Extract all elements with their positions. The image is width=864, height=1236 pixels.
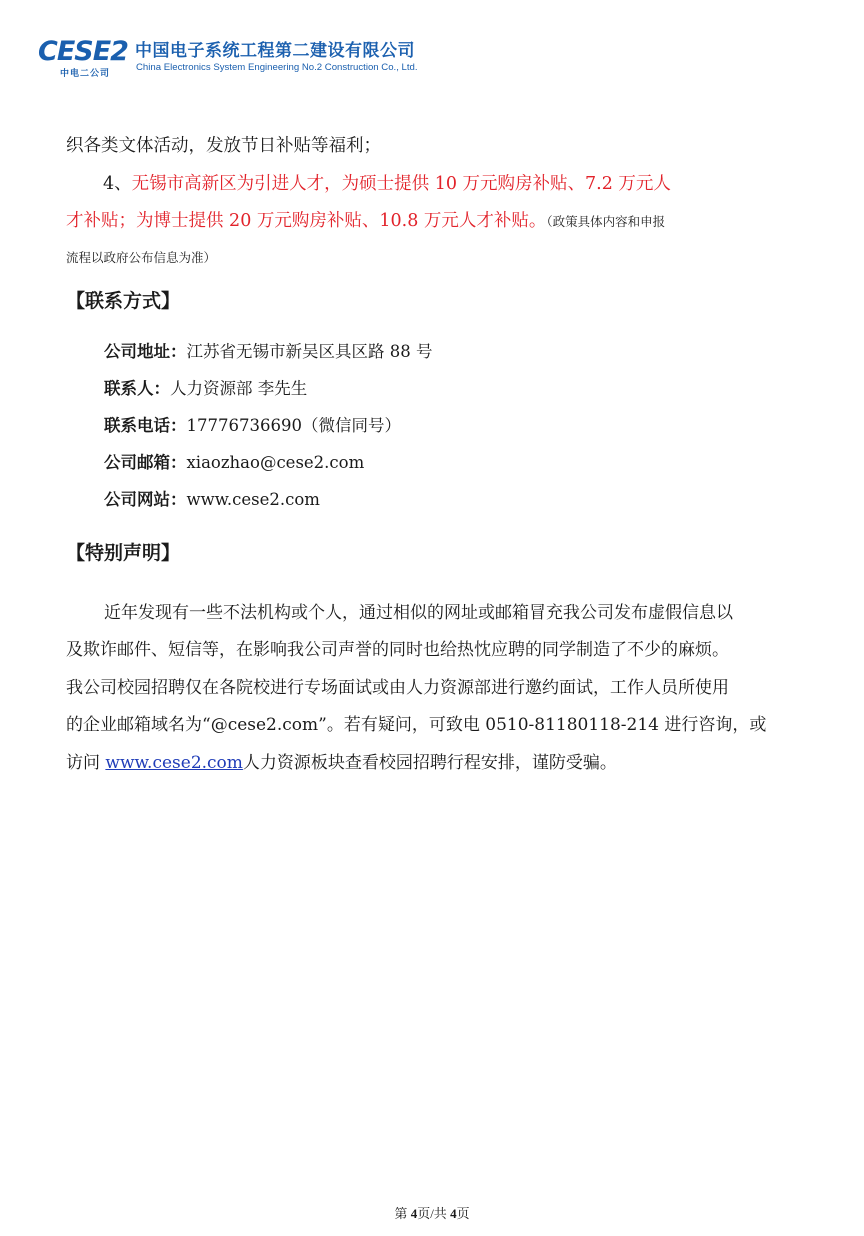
notice-line-5 xyxy=(66,748,617,773)
contact-person xyxy=(104,375,307,399)
email-label: 公司邮箱： xyxy=(104,453,187,472)
logo-wordmark: CESE2 xyxy=(38,36,128,67)
page-number xyxy=(0,1203,864,1222)
current-page: 4 xyxy=(410,1206,418,1221)
logo-subtitle: 中电二公司 xyxy=(60,69,111,79)
address-label: 公司地址： xyxy=(104,342,187,361)
phone-label: 联系电话： xyxy=(104,416,187,435)
policy-note-1: （政策具体内容和申报 xyxy=(546,214,666,229)
notice-line-5-suffix: 人力资源板块查看校园招聘行程安排，谨防受骗。 xyxy=(242,753,617,773)
notice-line-4: 的企业邮箱域名为“@cese2.com”。若有疑问，可致电 0510-81180118-214 进行咨询，或 xyxy=(66,715,767,735)
contact-website xyxy=(104,486,320,510)
email-value[interactable]: xiaozhao@cese2.com xyxy=(186,453,365,472)
website-link[interactable]: www.cese2.com xyxy=(105,753,243,773)
contact-address xyxy=(104,338,433,362)
notice-line-1: 近年发现有一些不法机构或个人，通过相似的网址或邮箱冒充我公司发布虚假信息以 xyxy=(104,603,733,623)
benefit-item-4-number: 4、 xyxy=(103,174,132,194)
benefit-item-4-text-2: 才补贴；为博士提供 20 万元购房补贴、10.8 万元人才补贴。 xyxy=(66,211,547,231)
benefit-item-4-text-1: 无锡市高新区为引进人才，为硕士提供 10 万元购房补贴、7.2 万元人 xyxy=(131,174,671,194)
website-value[interactable]: www.cese2.com xyxy=(186,490,320,509)
benefit-item-4-line-2 xyxy=(66,207,665,232)
page-middle: 页/共 xyxy=(417,1206,451,1221)
notice-line-3: 我公司校园招聘仅在各院校进行专场面试或由人力资源部进行邀约面试，工作人员所使用 xyxy=(66,678,729,698)
address-value: 江苏省无锡市新吴区具区路 88 号 xyxy=(186,342,433,361)
notice-line-2: 及欺诈邮件、短信等，在影响我公司声誉的同时也给热忱应聘的同学制造了不少的麻烦。 xyxy=(66,640,729,660)
contact-phone xyxy=(104,412,401,436)
person-value: 人力资源部 李先生 xyxy=(170,379,308,398)
total-pages: 4 xyxy=(450,1206,457,1221)
letterhead xyxy=(38,34,458,80)
page-suffix: 页 xyxy=(456,1206,470,1221)
policy-note-2: 流程以政府公布信息为准） xyxy=(66,250,217,265)
phone-value: 17776736690（微信同号） xyxy=(186,416,401,435)
page-prefix: 第 xyxy=(394,1206,411,1221)
website-label: 公司网站： xyxy=(104,490,187,509)
person-label: 联系人： xyxy=(104,379,170,398)
contact-email xyxy=(104,449,364,473)
notice-heading: 【特别声明】 xyxy=(66,542,181,564)
company-name-en: China Electronics System Engineering No.2 Construction Co., Ltd. xyxy=(136,62,418,73)
notice-line-5-prefix: 访问 xyxy=(66,753,106,773)
contact-heading: 【联系方式】 xyxy=(66,290,181,312)
benefit-item-4-line-1 xyxy=(103,170,671,195)
benefits-line-1: 织各类文体活动，发放节日补贴等福利； xyxy=(66,136,381,156)
company-name-cn: 中国电子系统工程第二建设有限公司 xyxy=(135,41,415,61)
